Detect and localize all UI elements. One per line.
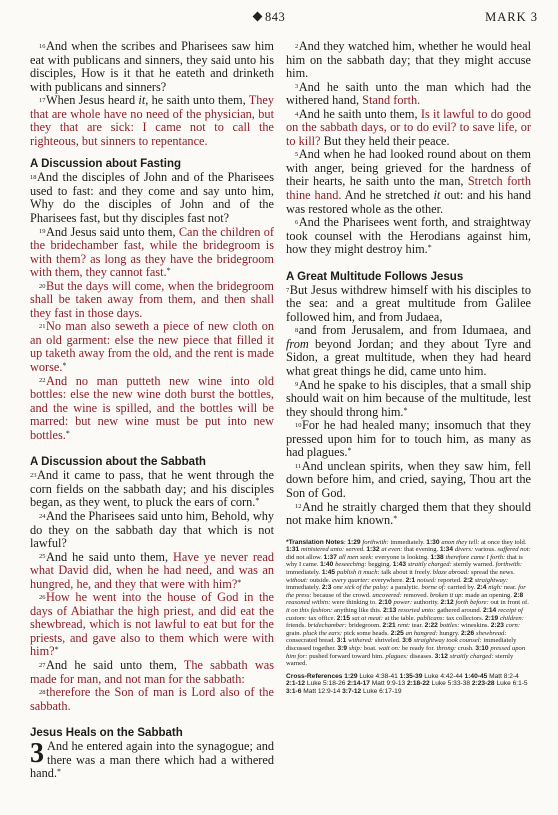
verse: $^5$And when he had looked round about on them with anger, being grieved for the hardness of their hearts, he saith unto the man, Stretch forth thine hand. And he stretched it out: and his hand was restored whole as the other. [286, 147, 531, 216]
note-ref: 2:13 [383, 606, 399, 614]
verse: $^{19}$And Jesus said unto them, Can the children of the bridechamber fast, while the bridegroom is with them? as long as they have the bridegroom with them, they cannot fast.* [30, 224, 275, 280]
note-ref: 2:21 [382, 622, 398, 630]
note-ref: 3:1 [336, 637, 349, 645]
words-of-jesus: Is it lawful to do good on the sabbath days, or to do evil? to save life, or to kill? [286, 106, 531, 148]
xref-target: Luke 4:38-41 [359, 672, 400, 680]
note-term: all men seek: [338, 553, 374, 561]
note-term: noised: [416, 576, 437, 584]
note-term: it on this fashion: [286, 606, 333, 614]
note-gloss: did not allow. [286, 553, 324, 561]
verse: $^{26}$How he went into the house of God in the days of Abiathar the high priest, and did eat the shewbread, which is not lawful to eat but for the priests, and gave also to them which were with him?* [30, 590, 274, 659]
verse: $^2$And they watched him, whether he would heal him on the sabbath day; that they might accuse him. [286, 39, 531, 81]
verse: $^4$And he saith unto them, Is it lawful to do good on the sabbath days, or to do evil? to save life, or to kill? But they held their peace. [286, 106, 531, 148]
note-term: forthwith: [362, 538, 389, 546]
note-ref: 2:15 [336, 614, 352, 622]
note-gloss: spread the news. [469, 568, 515, 576]
note-gloss: served. [344, 546, 367, 554]
words-of-jesus: How he went into the house of God in the days of Abiathar the high priest, and did eat the shewbread, which is not lawful to eat but for the priests, and gave also to them which were with him? [30, 590, 274, 659]
verse: $^{18}$And the disciples of John and of the Pharisees used to fast: and they come and say unto him, Why do the disciples of John and of the Pharisees fast, but thy disciples fast not? [30, 170, 274, 226]
words-of-jesus: And no man putteth new wine into old bottles: else the new wine doth burst the bottles, and the wine is spilled, and the bottles will be marred: but new wine must be put into new bottles. [30, 373, 274, 442]
note-term: power: [393, 599, 413, 607]
verse: $^{12}$And he straitly charged them that they should not make him known.* [286, 499, 531, 528]
words-of-jesus: No man also seweth a piece of new cloth on an old garment: else the new piece that filled it up taketh away from the old, and the rent is made worse. [30, 319, 274, 375]
note-ref: 2:22 [424, 622, 440, 630]
words-of-jesus: Stand forth. [362, 93, 421, 108]
note-term: broken it up: [429, 591, 464, 599]
verse: $^6$And the Pharisees went forth, and straightway took counsel with the Herodians against him, how they might destroy him.* [286, 215, 531, 257]
xref-target: Matt 9:9-13 [371, 680, 407, 688]
note-term: beseeching: [335, 561, 367, 569]
note-term: one sick of the palsy: [333, 584, 389, 592]
xref-verse: 2:23-28 [471, 680, 497, 688]
note-term: forthwith: [495, 561, 523, 569]
verse: $^8$and from Jerusalem, and from Idumaea, and from beyond Jordan; and they about Tyre and Sidon, a great multitude, when they had heard what great things he did, came unto him. [286, 323, 531, 379]
note-gloss: anything like this. [332, 606, 384, 614]
note-term: withered: [348, 637, 374, 645]
note-term: pluck the ears: [302, 629, 343, 637]
note-gloss: tear. [410, 622, 425, 630]
note-term: sat at meat: [351, 614, 383, 622]
note-gloss: immediately. [286, 568, 322, 576]
verse: $^{25}$And he said unto them, Have ye never read what David did, when he had need, and was an hungred, he, and they that were with him?* [30, 549, 274, 591]
note-gloss: authority. [412, 599, 441, 607]
note-gloss: wineskins. [459, 622, 491, 630]
verse: $^{10}$For he had healed many; insomuch that they pressed upon him for to touch him, as many as had plagues.* [286, 418, 531, 460]
note-gloss: removed. [401, 591, 430, 599]
note-ref: 3:9 [337, 644, 349, 652]
note-term: without: [286, 576, 308, 584]
xref-verse: 1:35-39 [399, 672, 425, 680]
chapter-start: 3 And he entered again into the synagogue; and there was a man there which had a withered hand.* [30, 738, 274, 781]
note-ref: 1:30 [426, 538, 442, 546]
xref-verse: 2:18-22 [406, 680, 432, 688]
note-ref: 3:6 [402, 637, 414, 645]
note-ref: 3:10 [475, 644, 491, 652]
note-gloss: outside. [307, 576, 332, 584]
note-ref: 1:29 [347, 538, 363, 546]
note-gloss: tax collectors. [444, 614, 485, 622]
note-ref: 2:14 [483, 606, 499, 614]
xref-target: Luke 4:42-44 [424, 672, 465, 680]
note-term: shewbread: [476, 629, 507, 637]
note-ref: 3:12 [434, 652, 450, 660]
words-of-jesus: Can the children of the bridechamber fast, while the bridegroom is with them? as long as they have the bridegroom with them, they cannot fast. [30, 224, 275, 280]
note-term: ministered unto: [301, 546, 345, 554]
note-term: uncovered: [372, 591, 402, 599]
note-ref: 2:26 [460, 629, 477, 637]
note-term: for the press: [286, 584, 526, 599]
note-term: suffered not: [497, 546, 531, 554]
note-term: anon they tell: [441, 538, 480, 546]
note-ref: 2:3 [321, 584, 334, 592]
verse: $^{28}$therefore the Son of man is Lord also of the sabbath. [30, 685, 274, 713]
note-gloss: hungry. [437, 629, 461, 637]
note-term: at even: [381, 546, 403, 554]
xref-verse: 3:1-6 [286, 687, 304, 695]
note-gloss: tax office. [306, 614, 337, 622]
note-gloss: talk about it freely. [379, 568, 433, 576]
section-heading: Jesus Heals on the Sabbath [30, 727, 183, 740]
note-ref: 1:38 [430, 553, 446, 561]
note-term: straightway: [474, 576, 509, 584]
xref-target: Luke 5:33-38 [431, 680, 472, 688]
note-gloss: boat. [362, 644, 379, 652]
xref-target: Luke 6:1-5 [496, 680, 528, 688]
section-heading: A Great Multitude Follows Jesus [286, 270, 464, 283]
verse: $^{16}$And when the scribes and Pharisees saw him eat with publicans and sinners, they said unto his disciples, How is it that he eateth and drinketh with publicans and sinners? [30, 39, 274, 94]
note-gloss: shriveled. [373, 637, 403, 645]
note-ref: 2:1 [405, 576, 417, 584]
note-ref: 2:23 [490, 622, 506, 630]
note-term: ship: [348, 644, 363, 652]
note-gloss: that evening. [402, 546, 440, 554]
verse: $^{17}$When Jesus heard it, he saith unto them, They that are whole have no need of the physician, but they that are sick: I came not to call the righteous, but sinners to repentance. [30, 93, 275, 148]
xref-verse: 3:7-12 [342, 687, 363, 695]
xref-verse: 1:40-45 [464, 672, 490, 680]
xref-verse: 2:1-12 [286, 680, 307, 688]
note-ref: 1:32 [366, 546, 382, 554]
right-column [286, 40, 531, 695]
note-term: children: [500, 614, 524, 622]
note-ref: 2:10 [378, 599, 394, 607]
note-gloss: begging. [366, 561, 393, 569]
note-term: forth before: [455, 599, 489, 607]
note-term: pressed upon him for: [286, 644, 526, 660]
note-term: an hungred: [405, 629, 438, 637]
note-gloss: various. [473, 546, 498, 554]
note-gloss: gathered around. [435, 606, 484, 614]
verse: $^3$And he saith unto the man which had the withered hand, Stand forth. [286, 79, 531, 108]
verse: $^7$But Jesus withdrew himself with his disciples to the sea: and a great multitude from Galilee followed him, and from Judaea, [286, 282, 531, 324]
note-gloss: out in front of. [488, 599, 529, 607]
note-term: straitly charged: [449, 652, 494, 660]
note-term: blaze abroad: [432, 568, 470, 576]
verse: $^{22}$And no man putteth new wine into old bottles: else the new wine doth burst the bottles, and the wine is spilled, and the bottles will be marred: but new wine must be put into new bottles.* [30, 373, 274, 442]
left-column [30, 40, 274, 781]
note-gloss: immediately. [388, 538, 427, 546]
note-gloss: everyone is looking. [373, 553, 431, 561]
note-ref: 1:43 [392, 561, 408, 569]
note-ref: 1:37 [323, 553, 339, 561]
verse: $^{23}$And it came to pass, that he went through the corn fields on the sabbath day; and his disciples began, as they went, to pluck the ears of corn.* [30, 468, 274, 510]
note-ref: 2:12 [440, 599, 456, 607]
note-ref: 1:34 [439, 546, 455, 554]
xref-verse: 1:29 [344, 672, 360, 680]
note-gloss: sternly warned. [451, 561, 496, 569]
note-term: reasoned within: [286, 599, 331, 607]
note-gloss: at once they told. [479, 538, 527, 546]
note-term: resorted unto: [398, 606, 436, 614]
note-gloss: pick some heads. [342, 629, 391, 637]
note-gloss: near. [502, 584, 519, 592]
section-heading: A Discussion about the Sabbath [30, 456, 206, 469]
note-term: rent: [397, 622, 411, 630]
note-term: nigh: [488, 584, 503, 592]
words-of-jesus: therefore the Son of man is Lord also of the sabbath. [30, 685, 274, 713]
note-gloss: crush. [456, 644, 476, 652]
note-gloss: be ready for. [400, 644, 437, 652]
note-term: bottles: [439, 622, 460, 630]
note-term: publish it much: [336, 568, 380, 576]
note-gloss: a paralytic. [388, 584, 422, 592]
note-term: receipt of custom: [286, 606, 523, 622]
note-gloss: grain. [286, 629, 303, 637]
note-gloss: immediately. [286, 584, 322, 592]
note-ref: 1:40 [320, 561, 336, 569]
note-gloss: because of the crowd. [311, 591, 373, 599]
note-ref: 2:25 [390, 629, 406, 637]
note-gloss: were thinking to. [330, 599, 379, 607]
xref-target: Luke 6:17-19 [363, 687, 402, 695]
verse: $^{11}$And unclean spirits, when they saw him, fell down before him, and cried, saying, Thou art the Son of God. [286, 458, 531, 500]
page-header [0, 10, 558, 28]
note-ref: 2:2 [463, 576, 475, 584]
running-head: MARK 3 [485, 10, 538, 24]
words-of-jesus: But the days will come, when the bridegroom shall be taken away from them, and then shall they fast in those days. [30, 278, 274, 320]
note-gloss: friends. [286, 622, 308, 630]
note-gloss: reported. [436, 576, 464, 584]
cross-references: Cross-References 1:29 Luke 4:38-41 1:35-39 Luke 4:42-44 1:40-45 Matt 8:2-4 2:1-12 Luke 5:18-26 2:14-17 Matt 9:9-13 2:18-22 Luke 5:33-38 2:23-28 Luke 6:1-5 3:1-6 Matt 12:9-14 3:7-12 Luke 6:17-19 [286, 672, 528, 695]
note-ref: 1:45 [321, 568, 337, 576]
note-gloss: everywhere. [369, 576, 406, 584]
verse: $^{20}$But the days will come, when the bridegroom shall be taken away from them, and then shall they fast in those days. [30, 278, 274, 320]
note-gloss: bridegroom. [346, 622, 383, 630]
note-term: publicans: [416, 614, 445, 622]
words-of-jesus: Have ye never read what David did, when he had need, and was an hungred, he, and they that were with him? [30, 549, 274, 591]
note-ref: 2:8 [513, 591, 524, 599]
note-ref: 2:19 [484, 614, 500, 622]
note-gloss: immediately discussed together. [286, 637, 517, 652]
verse: $^{27}$And he said unto them, The sabbath was made for man, and not man for the sabbath: [30, 657, 274, 686]
note-gloss: diseases. [408, 652, 435, 660]
note-term: borne of: [421, 584, 446, 592]
note-term: corn: [505, 622, 521, 630]
note-gloss: sternly warned. [286, 652, 514, 668]
note-gloss: consecrated bread. [286, 637, 337, 645]
note-term: throng: [436, 644, 457, 652]
note-gloss: that is why I came. [286, 553, 523, 569]
verse: $^{24}$And the Pharisees said unto him, Behold, why do they on the sabbath day that which is not lawful? [30, 508, 274, 551]
verse: $^{21}$No man also seweth a piece of new cloth on an old garment: else the new piece that filled it up taketh away from the old, and the rent is made worse.* [30, 319, 274, 375]
translation-notes: *Translation Notes: 1:29 forthwith: immediately. 1:30 anon they tell: at once they told. 1:31 ministered unto: served. 1:32 at even: that evening. 1:34 divers: various. suffered not: did not allow. 1:37 all men seek: everyone is looking. 1:38 therefore came I forth: that is why I came. 1:40 beseeching: begging. 1:43 straitly charged: sternly warned. forthwith: immediately. 1:45 publish it much: talk about it freely. blaze abroad: spread the news. without: outside. every quarter: everywhere. 2:1 noised: reported. 2:2 straightway: immediately. 2:3 one sick of the palsy: a paralytic. borne of: carried by. 2:4 nigh: near. for the press: because of the crowd. uncovered: removed. broken it up: made an opening. 2:8 reasoned within: were thinking to. 2:10 power: authority. 2:12 forth before: out in front of. it on this fashion: anything like this. 2:13 resorted unto: gathered around. 2:14 receipt of custom: tax office. 2:15 sat at meat: at the table. publicans: tax collectors. 2:19 children: friends. bridechamber: bridegroom. 2:21 rent: tear. 2:22 bottles: wineskins. 2:23 corn: grain. pluck the ears: pick some heads. 2:25 an hungred: hungry. 2:26 shewbread: consecrated bread. 3:1 withered: shriveled. 3:6 straightway took counsel: immediately discussed together. 3:9 ship: boat. wait on: be ready for. throng: crush. 3:10 pressed upon him for: pushed forward toward him. plagues: diseases. 3:12 straitly charged: sternly warned. [286, 538, 531, 668]
words-of-jesus: Stretch forth thine hand. [286, 174, 531, 203]
xref-verse: 2:14-17 [347, 680, 372, 688]
verse: $^9$And he spake to his disciples, that a small ship should wait on him because of the multitude, lest they should throng him.* [286, 377, 531, 419]
note-ref: 2:4 [476, 584, 489, 592]
chapter-number: 3 [30, 738, 44, 770]
note-term: wait on: [378, 644, 401, 652]
note-gloss: at the table. [382, 614, 417, 622]
xref-target: Matt 8:2-4 [489, 672, 519, 680]
note-term: bridechamber: [307, 622, 347, 630]
xref-target: Matt 12:9-14 [303, 687, 343, 695]
note-term: every quarter: [331, 576, 370, 584]
words-of-jesus: They that are whole have no need of the physician, but they that are sick: I came not to call the righteous, but sinners to repentance. [30, 93, 275, 148]
note-term: straitly charged: [407, 561, 452, 569]
section-heading: A Discussion about Fasting [30, 158, 182, 171]
diamond-icon [253, 12, 263, 22]
words-of-jesus: The sabbath was made for man, and not man for the sabbath: [30, 657, 274, 686]
note-gloss: pushed forward toward him. [307, 652, 386, 660]
note-term: divers: [454, 546, 474, 554]
note-term: plagues: [385, 652, 409, 660]
note-ref: 1:31 [286, 546, 302, 554]
page-number: 843 [254, 10, 285, 25]
note-gloss: made an opening. [463, 591, 514, 599]
note-term: therefore came I forth: [445, 553, 506, 561]
xref-target: Luke 5:18-26 [306, 680, 348, 688]
note-gloss: carried by. [445, 584, 477, 592]
note-term: straightway took counsel: [413, 637, 482, 645]
